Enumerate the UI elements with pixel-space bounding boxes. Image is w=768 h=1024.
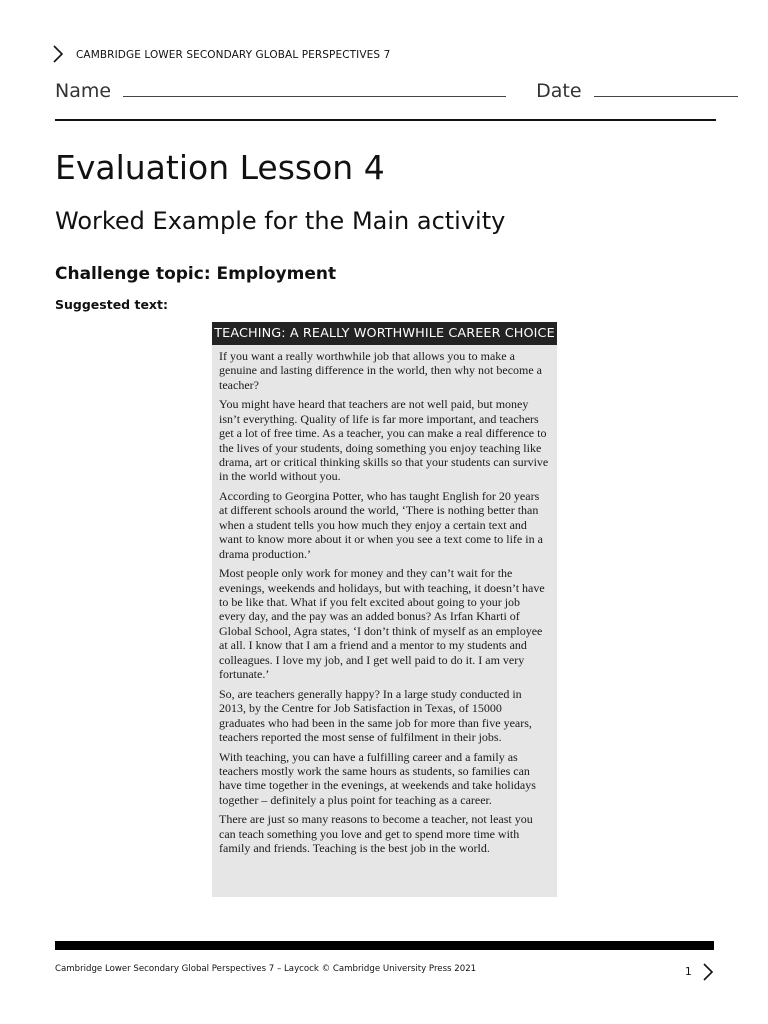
article-paragraph: There are just so many reasons to become a teacher, not least you can teach something you love and get to spend more time with family and friends. Teaching is the best job in the world.: [219, 812, 533, 856]
article-box: [212, 322, 557, 897]
article-paragraph: You might have heard that teachers are not well paid, but money isn’t everything. Quality of life is far more important, and teachers get a lot of free time. As a teacher, you can make a real difference to the lives of your students, doing something you enjoy teaching like drama, art or critical thinking skills so that your students can survive in the world without you.: [219, 397, 549, 484]
article-paragraph: If you want a really worthwhile job that allows you to make a genuine and lasting difference in the world, then why not become a teacher?: [219, 349, 543, 392]
article-paragraph: Most people only work for money and they can’t wait for the evenings, weekends and holidays, but with teaching, it doesn’t have to be like that. What if you felt excited about going to your job every day, and the pay was an added bonus? As Irfan Kharti of Global School, Agra states, ‘I don’t think of myself as an employee at all. I know that I am a friend and a mentor to my students and colleagues. I love my job, and I get well paid to do it. I am very fortunate.’: [219, 566, 545, 682]
chevron-right-icon: [52, 44, 64, 68]
name-date-row: [55, 78, 738, 102]
footer-bar: [55, 941, 714, 950]
header-rule: [55, 119, 716, 121]
suggested-text-label: Suggested text:: [55, 297, 168, 312]
article-heading: TEACHING: A REALLY WORTHWHILE CAREER CHOICE: [212, 322, 557, 345]
page-number: 1: [685, 966, 692, 978]
name-field-line: [123, 78, 506, 97]
article-paragraph: So, are teachers generally happy? In a large study conducted in 2013, by the Centre for Job Satisfaction in Texas, of 15000 graduates who had been in the same job for more than five years, teachers reported the most sense of fulfilment in their jobs.: [219, 686, 532, 744]
article-paragraph: According to Georgina Potter, who has taught English for 20 years at different schools around the world, ‘There is nothing better than when a student tells you how much they enjoy a certain text and want to know more about it or when you see a text come to life in a drama production.’: [219, 489, 543, 561]
page-subtitle: Worked Example for the Main activity: [55, 207, 506, 235]
footer-copyright: Cambridge Lower Secondary Global Perspectives 7 – Laycock © Cambridge University Press 2021: [55, 964, 477, 974]
series-title: CAMBRIDGE LOWER SECONDARY GLOBAL PERSPECTIVES 7: [76, 49, 391, 61]
name-label: Name: [55, 80, 112, 102]
page-title: Evaluation Lesson 4: [55, 148, 385, 187]
article-paragraph: With teaching, you can have a fulfilling career and a family as teachers mostly work the same hours as students, so families can have time together in the evenings, at weekends and take holidays together – definitely a plus point for teaching as a career.: [219, 749, 536, 807]
challenge-topic: Challenge topic: Employment: [55, 264, 337, 284]
next-page-chevron-icon: [702, 962, 714, 986]
article-body: [212, 345, 557, 856]
date-field-line: [594, 78, 738, 97]
date-label: Date: [536, 80, 582, 102]
